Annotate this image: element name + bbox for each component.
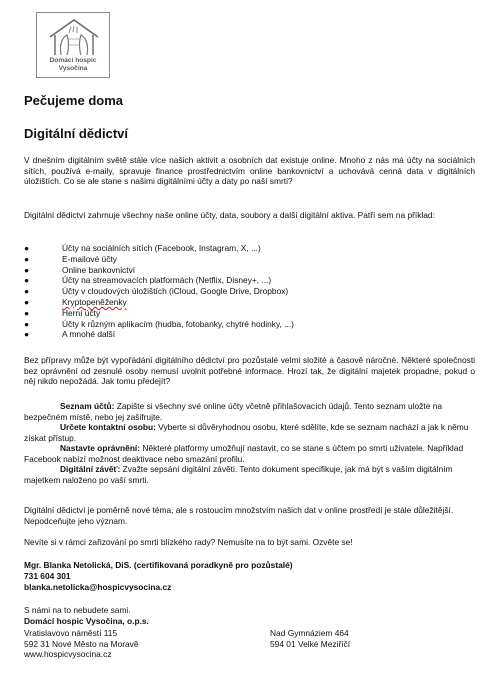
footer-org-name: Domácí hospic Vysočina, o.p.s. [24,616,149,626]
section-heading: Digitální dědictví [24,126,129,141]
list-item [24,275,294,286]
contact-email: blanka.netolicka@hospicvysocina.cz [24,582,172,592]
closing-paragraph: Digitální dědictví je poměrně nové téma, ale s rostoucím množstvím našich dat v online prostředí je stále důležitější. Nepodceňujte jeho význam. [24,505,454,526]
logo-text-line2: Vysočina [58,64,88,72]
list-item-text: Účty v cloudových úložištích (iCloud, Google Drive, Dropbox) [62,286,289,297]
step-text: Zvažte sepsání digitální závěti. Tento dokument specifikuje, jak má být s vaším digitálním majetkem naloženo po vaší smrti. [24,464,453,485]
list-item-text: E-mailové účty [62,253,117,264]
step-item [24,464,475,485]
house-hands-icon [47,17,101,57]
address-line: 594 01 Velké Meziříčí [270,638,351,649]
list-item-text: Účty k různým aplikacím (hudba, fotobanky, chytré hodinky, ...) [62,318,294,329]
list-item-text: A mnohé další [62,329,116,340]
step-text: Vyberte si důvěryhodnou osobu, které sdělíte, kde se seznam nachází a jak k němu získat přístup. [24,422,469,443]
step-title: Nastavte oprávnění: [60,443,141,453]
footer-tagline: S námi na to nebudete sami. [24,605,131,615]
bullet-icon: ● [24,307,30,318]
list-item-text: Online bankovnictví [62,264,136,275]
step-title: Určete kontaktní osobu: [60,422,156,432]
includes-paragraph: Digitální dědictví zahrnuje všechny naše online účty, data, soubory a další digitální aktiva. Patří sem na příklad: [24,210,435,220]
organization-logo [36,12,110,78]
contact-name: Mgr. Blanka Netolická, DiS. (certifikovaná poradkyně pro pozůstalé) [24,560,293,570]
list-item [24,308,294,319]
bullet-icon: ● [24,253,30,264]
list-item-text: Účty na streamovacích platformách (Netflix, Disney+, ...) [62,275,272,286]
list-item-text: Účty na sociálních sítích (Facebook, Instagram, X, ...) [62,243,261,253]
step-item [24,401,475,422]
address-line: Nad Gymnáziem 464 [270,628,349,638]
unsure-paragraph: Nevíte si v rámci zařizování po smrti blízkého rady? Nemusíte na to být sami. Ozvěte se! [24,537,353,547]
bullet-icon: ● [24,296,30,307]
step-title: Digitální závěť: [60,464,121,474]
list-item [24,243,294,254]
step-item [24,422,475,443]
step-text: Zapište si všechny své online účty včetně přihlašovacích údajů. Tento seznam uložte na bezpečném místě, nebo jej zašifrujte. [24,401,443,422]
bullet-icon: ● [24,286,30,297]
intro-paragraph: V dnešním digitálním světě stále více našich aktivit a osobních dat existuje online. Mnoho z nás má účty na sociálních sítích, používá e-maily, spravuje finance prostřednictvím online bankovnictví a uchovává cenná data v digitálních úložištích. Co se ale stane s našimi digitálními účty a daty po naší smrti? [24,155,475,186]
address-nove-mesto [24,628,139,660]
address-line: Vratislavovo náměstí 115 [24,628,118,638]
bullet-icon: ● [24,318,30,329]
address-line: 592 31 Nové Město na Moravě [24,638,139,649]
list-item [24,297,294,308]
step-text: Některé platformy umožňují nastavit, co se stane s účtem po smrti uživatele. Například Facebook nabízí možnost deaktivace nebo smazání profilu. [24,443,464,464]
address-velke-mezirici [270,628,350,649]
list-item [24,329,294,340]
step-title: Seznam účtů: [60,401,115,411]
list-item [24,286,294,297]
logo-text-line1: Domácí hospic [49,57,97,64]
bullet-icon: ● [24,243,30,253]
website-link[interactable]: www.hospicvysocina.cz [24,649,112,659]
contact-phone: 731 604 301 [24,571,71,581]
list-item-text: Herní účty [62,307,101,318]
bullet-icon: ● [24,264,30,275]
steps-list [24,401,475,485]
bullet-icon: ● [24,329,30,340]
list-item [24,254,294,265]
list-item [24,319,294,330]
list-item-text: Kryptopeněženky [62,296,127,307]
without-preparation-paragraph: Bez přípravy může být vypořádání digitálního dědictví pro pozůstalé velmi složité a časově náročné. Některé společnosti bez oprávnění od zesnulé osoby nemusí uvolnit potřebné informace. Hrozí tak, že digitální majetek propadne, pokud o něj nikdo nepožádá. Jak tomu předejít? [24,355,475,386]
list-item [24,265,294,276]
digital-assets-list [24,243,294,340]
step-item [24,443,475,464]
bullet-icon: ● [24,275,30,286]
main-heading: Pečujeme doma [24,93,123,108]
